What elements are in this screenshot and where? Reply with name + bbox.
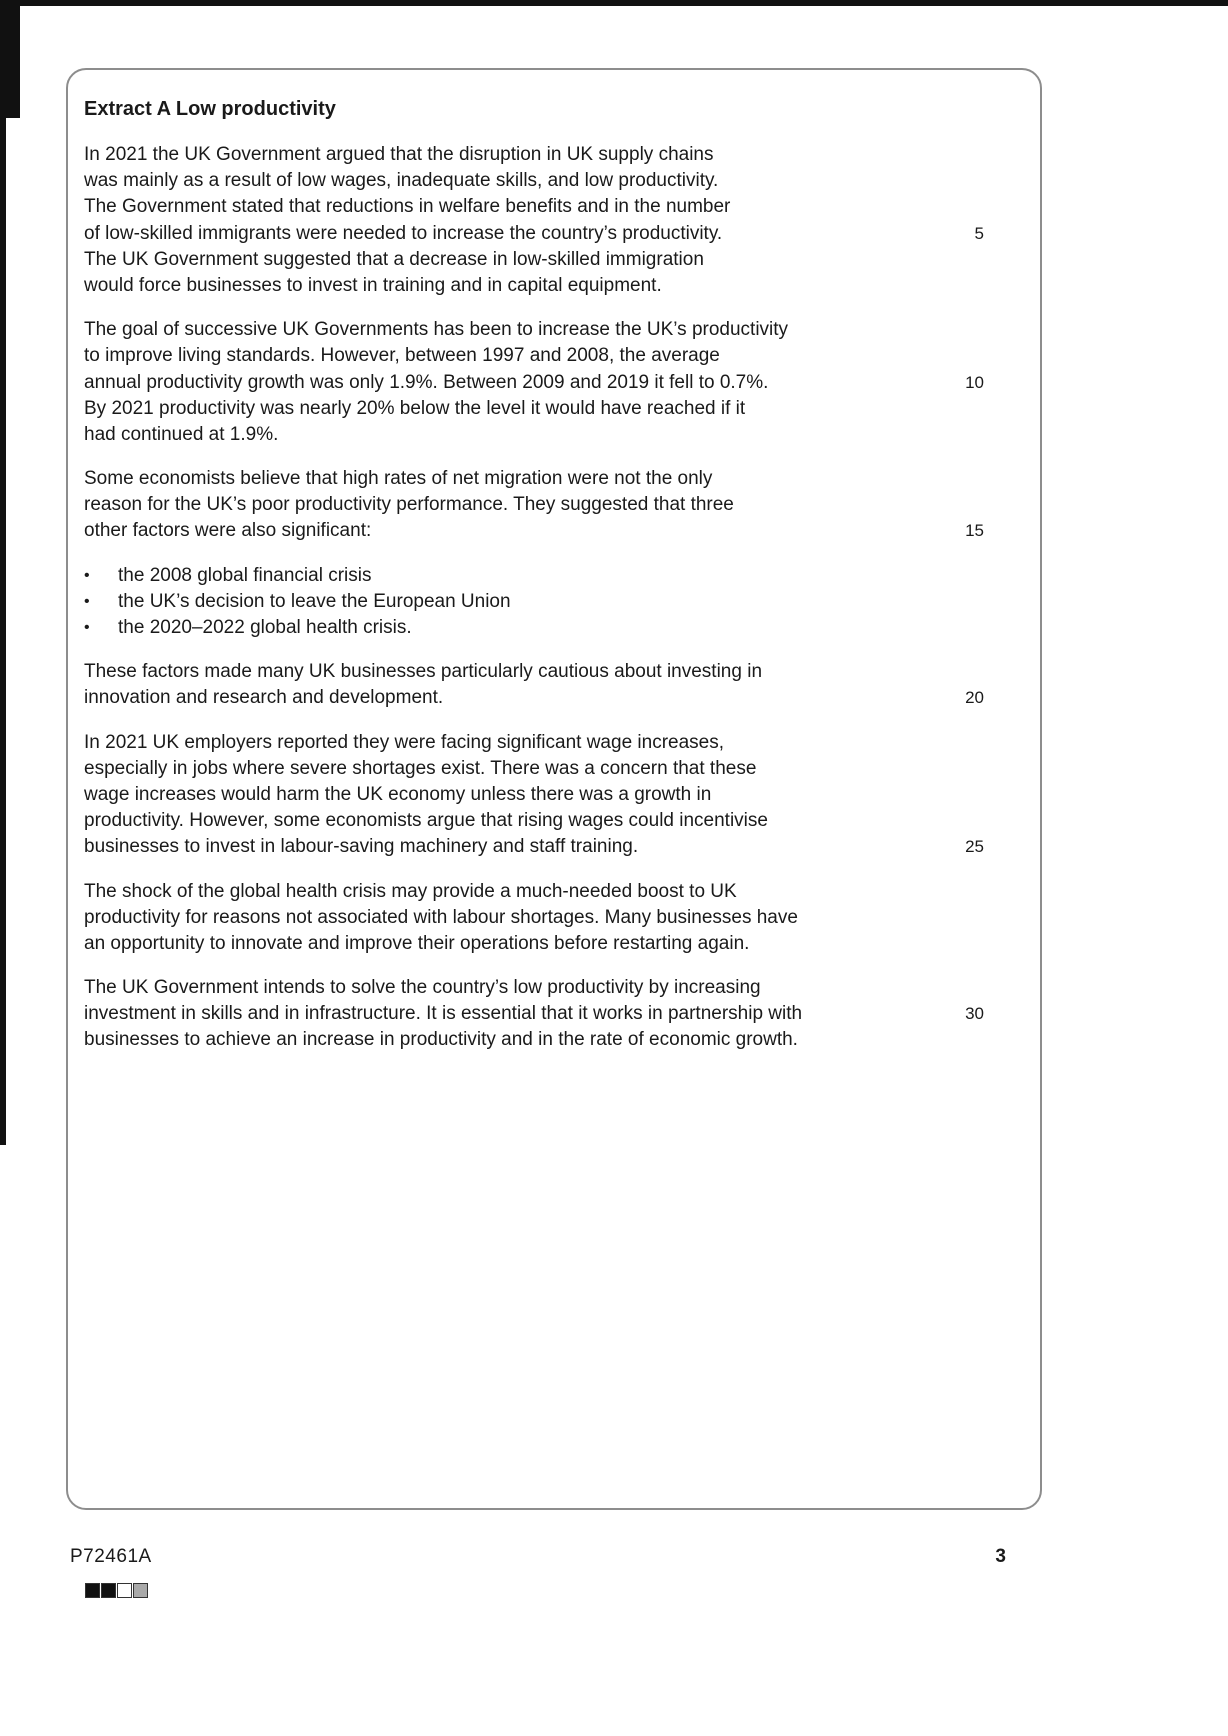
line-text: businesses to achieve an increase in productivity and in the rate of economic growth. bbox=[84, 1029, 798, 1051]
text-line bbox=[84, 905, 1002, 931]
line-text: investment in skills and in infrastructure. It is essential that it works in partnership with bbox=[84, 1003, 803, 1025]
line-number: 15 bbox=[965, 521, 984, 541]
print-registration-marks bbox=[85, 1583, 148, 1598]
text-line bbox=[84, 1001, 1002, 1027]
bullet-item bbox=[84, 563, 1002, 589]
bullet-list bbox=[84, 563, 1002, 642]
paper-reference-code: P72461A bbox=[70, 1546, 152, 1567]
text-line bbox=[84, 396, 1002, 422]
text-line bbox=[84, 247, 1002, 273]
text-line bbox=[84, 168, 1002, 194]
text-line bbox=[84, 808, 1002, 834]
line-text: The goal of successive UK Governments has been to increase the UK’s productivity bbox=[84, 319, 789, 341]
text-line bbox=[84, 879, 1002, 905]
text-line bbox=[84, 466, 1002, 492]
paragraph bbox=[84, 659, 1002, 711]
line-text: In 2021 UK employers reported they were facing significant wage increases, bbox=[84, 731, 725, 753]
text-line bbox=[84, 730, 1002, 756]
text-line bbox=[84, 422, 1002, 448]
line-text: These factors made many UK businesses particularly cautious about investing in bbox=[84, 661, 763, 683]
registration-square-white bbox=[117, 1583, 132, 1598]
line-text: By 2021 productivity was nearly 20% below the level it would have reached if it bbox=[84, 397, 746, 419]
line-text: productivity. However, some economists argue that rising wages could incentivise bbox=[84, 810, 768, 832]
extract-box bbox=[66, 68, 1042, 1510]
scan-artifact-corner bbox=[0, 0, 20, 118]
text-line bbox=[84, 343, 1002, 369]
line-text: would force businesses to invest in training and in capital equipment. bbox=[84, 274, 662, 296]
line-text: the 2008 global financial crisis bbox=[118, 564, 372, 586]
registration-square-black bbox=[101, 1583, 116, 1598]
text-line bbox=[84, 194, 1002, 220]
line-text: reason for the UK’s poor productivity performance. They suggested that three bbox=[84, 494, 734, 516]
page-number: 3 bbox=[995, 1546, 1006, 1567]
line-text: businesses to invest in labour-saving machinery and staff training. bbox=[84, 836, 639, 858]
line-text: productivity for reasons not associated with labour shortages. Many businesses have bbox=[84, 906, 798, 928]
text-line bbox=[84, 370, 1002, 396]
bullet-icon: • bbox=[84, 619, 90, 636]
line-text: other factors were also significant: bbox=[84, 520, 372, 542]
paragraph bbox=[84, 142, 1002, 299]
line-text: wage increases would harm the UK economy unless there was a growth in bbox=[84, 783, 712, 805]
text-line bbox=[84, 1027, 1002, 1053]
line-text: Some economists believe that high rates of net migration were not the only bbox=[84, 468, 713, 490]
text-line bbox=[84, 518, 1002, 544]
paragraph bbox=[84, 730, 1002, 861]
line-text: The UK Government suggested that a decrease in low-skilled immigration bbox=[84, 248, 704, 270]
line-text: In 2021 the UK Government argued that the disruption in UK supply chains bbox=[84, 144, 714, 165]
text-line bbox=[84, 142, 1002, 168]
line-text: the UK’s decision to leave the European Union bbox=[118, 590, 511, 612]
line-text: annual productivity growth was only 1.9%. Between 2009 and 2019 it fell to 0.7%. bbox=[84, 371, 769, 393]
bullet-item bbox=[84, 589, 1002, 615]
line-text: to improve living standards. However, between 1997 and 2008, the average bbox=[84, 345, 720, 367]
paragraph bbox=[84, 317, 1002, 448]
text-line bbox=[84, 317, 1002, 343]
paragraph bbox=[84, 879, 1002, 958]
line-text: especially in jobs where severe shortages exist. There was a concern that these bbox=[84, 757, 757, 779]
line-number: 30 bbox=[965, 1004, 984, 1024]
scan-artifact-left-edge bbox=[0, 0, 6, 1145]
line-number: 5 bbox=[974, 223, 984, 243]
bullet-icon: • bbox=[84, 566, 90, 584]
text-line bbox=[84, 221, 1002, 247]
registration-square-black bbox=[85, 1583, 100, 1598]
line-text: of low-skilled immigrants were needed to increase the country’s productivity. bbox=[84, 222, 723, 244]
extract-title: Extract A Low productivity bbox=[84, 98, 336, 120]
line-text: The UK Government intends to solve the country’s low productivity by increasing bbox=[84, 977, 761, 999]
extract-body bbox=[84, 142, 1002, 1054]
registration-square-gray bbox=[133, 1583, 148, 1598]
line-text: The shock of the global health crisis may provide a much-needed boost to UK bbox=[84, 880, 737, 902]
text-line bbox=[84, 975, 1002, 1001]
text-line bbox=[84, 685, 1002, 711]
bullet-item bbox=[84, 615, 1002, 641]
line-text: The Government stated that reductions in welfare benefits and in the number bbox=[84, 196, 731, 218]
line-number: 10 bbox=[965, 372, 984, 392]
text-line bbox=[84, 659, 1002, 685]
text-line bbox=[84, 273, 1002, 299]
paragraph bbox=[84, 466, 1002, 545]
line-text: had continued at 1.9%. bbox=[84, 423, 279, 445]
line-number: 20 bbox=[965, 688, 984, 708]
extract-content bbox=[68, 70, 1040, 1054]
line-text: was mainly as a result of low wages, inadequate skills, and low productivity. bbox=[84, 170, 719, 192]
text-line bbox=[84, 834, 1002, 860]
line-number: 25 bbox=[965, 837, 984, 857]
text-line bbox=[84, 756, 1002, 782]
text-line bbox=[84, 492, 1002, 518]
text-line bbox=[84, 931, 1002, 957]
text-line bbox=[84, 782, 1002, 808]
line-text: innovation and research and development. bbox=[84, 687, 444, 709]
bullet-icon: • bbox=[84, 592, 90, 610]
line-text: the 2020–2022 global health crisis. bbox=[118, 617, 412, 638]
paragraph bbox=[84, 975, 1002, 1054]
scan-artifact-top-edge bbox=[0, 0, 1228, 6]
line-text: an opportunity to innovate and improve their operations before restarting again. bbox=[84, 932, 750, 954]
